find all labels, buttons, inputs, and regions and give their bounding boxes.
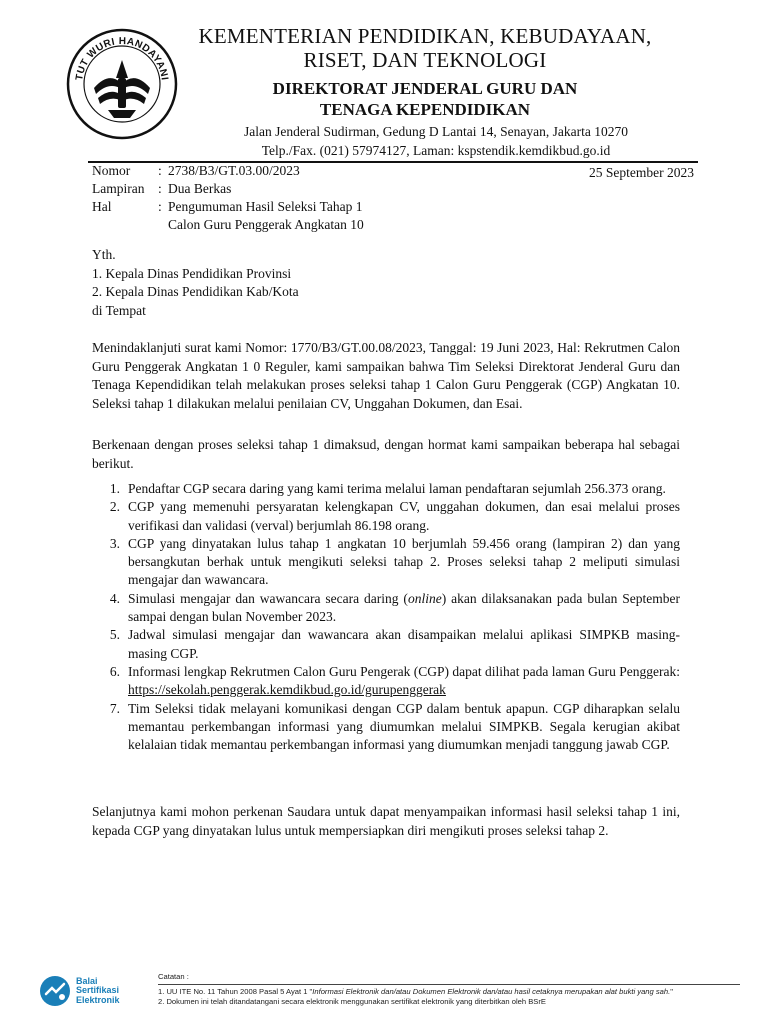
ministry-line-1: KEMENTERIAN PENDIDIKAN, KEBUDAYAAN, — [198, 24, 652, 48]
hal-value-line-2: Calon Guru Penggerak Angkatan 10 — [168, 217, 364, 232]
meta-lampiran — [92, 180, 364, 198]
letter-meta — [92, 162, 364, 234]
hal-value-line-1: Pengumuman Hasil Seleksi Tahap 1 — [168, 199, 363, 214]
list-text: Tim Seleksi tidak melayani komunikasi dengan CGP dalam bentuk apapun. CGP diharapkan selalu memantau perkembangan informasi yang diumumkan melalui SIMPKB. Segala kerugian akibat kelalaian tidak memantau perkembangan informasi yang diumumkan menjadi tanggung jawab CGP. — [128, 700, 680, 753]
bsre-logo — [38, 974, 120, 1008]
meta-hal-cont — [92, 216, 364, 234]
salutation: Yth. — [92, 247, 116, 262]
notes-title: Catatan : — [158, 972, 189, 981]
addressee-line-1: 1. Kepala Dinas Pendidikan Provinsi — [92, 265, 292, 281]
svg-text:TUT WURI HANDAYANI: TUT WURI HANDAYANI — [74, 35, 170, 82]
address-line-1: Jalan Jenderal Sudirman, Gedung D Lantai 14, Senayan, Jakarta 10270 — [244, 124, 628, 139]
guru-penggerak-link[interactable]: https://sekolah.penggerak.kemdikbud.go.id/gurupenggerak — [128, 682, 446, 698]
note-1-suffix: " — [670, 987, 673, 996]
nomor-value: 2738/B3/GT.03.00/2023 — [168, 163, 300, 178]
bsre-name — [76, 977, 120, 1006]
lampiran-value: Dua Berkas — [168, 181, 232, 196]
list-number: 3. — [109, 535, 120, 551]
bsre-line-1: Balai — [76, 975, 98, 986]
list-item — [92, 663, 680, 700]
footer-notes — [158, 972, 740, 1007]
nomor-label: Nomor — [92, 163, 131, 178]
list-item — [92, 480, 680, 498]
list-number: 2. — [109, 499, 120, 515]
meta-separator: : — [158, 199, 162, 214]
hal-label: Hal — [92, 199, 112, 214]
ministry-name — [170, 24, 680, 72]
directorate-line-1: DIREKTORAT JENDERAL GURU DAN — [272, 79, 578, 98]
list-text-part: ) akan dilaksanakan pada bulan September sampai dengan bulan November 2023. — [128, 590, 680, 625]
list-number: 1. — [109, 481, 120, 496]
meta-separator: : — [158, 181, 162, 196]
bsre-line-3: Elektronik — [76, 994, 120, 1005]
note-2: 2. Dokumen ini telah ditandatangani secara elektronik menggunakan sertifikat elektronik yang diterbitkan oleh BSrE — [158, 997, 546, 1006]
directorate-name — [170, 78, 680, 120]
announcement-points — [92, 480, 680, 754]
list-number: 4. — [109, 590, 120, 606]
addressee-place: di Tempat — [92, 302, 146, 318]
letter-date: 25 September 2023 — [589, 165, 694, 180]
body-paragraph-2: Berkenaan dengan proses seleksi tahap 1 dimaksud, dengan hormat kami sampaikan beberapa hal sebagai berikut. — [92, 437, 680, 471]
list-number: 7. — [109, 700, 120, 716]
addressee-block — [92, 246, 299, 320]
list-item — [92, 498, 680, 535]
ministry-line-2: RISET, DAN TEKNOLOGI — [303, 48, 547, 72]
body-paragraph-1: Menindaklanjuti surat kami Nomor: 1770/B3/GT.00.08/2023, Tanggal: 19 Juni 2023, Hal: Rekrutmen Calon Guru Penggerak Angkatan 1 0 Reguler, kami sampaikan bahwa Tim Seleksi Direktorat Jenderal Guru dan Tenaga Kependidikan telah melakukan proses seleksi tahap 1 Calon Guru Penggerak (CGP) Angkatan 10. Seleksi tahap 1 dilakukan melalui penilaian CV, Unggahan Dokumen, dan Esai. — [92, 340, 680, 411]
list-text-part: Informasi lengkap Rekrutmen Calon Guru Pengerak (CGP) dapat dilihat pada laman Guru Penggerak: — [128, 663, 680, 679]
list-text — [128, 590, 680, 627]
list-item — [92, 590, 680, 627]
bsre-emblem-icon — [38, 974, 72, 1008]
bsre-line-2: Sertifikasi — [76, 985, 120, 996]
tut-wuri-handayani-logo — [64, 26, 180, 142]
list-number: 6. — [109, 663, 120, 679]
list-item — [92, 626, 680, 663]
meta-hal — [92, 198, 364, 216]
lampiran-label: Lampiran — [92, 181, 145, 196]
addressee-line-2: 2. Kepala Dinas Pendidikan Kab/Kota — [92, 284, 299, 299]
list-item — [92, 535, 680, 590]
list-text: CGP yang dinyatakan lulus tahap 1 angkatan 10 berjumlah 59.456 orang (lampiran 2) dan yang bersangkutan berhak untuk mengikuti seleksi tahap 2. Proses seleksi tahap 2 meliputi simulasi mengajar dan wawancara. — [128, 535, 680, 588]
directorate-line-2: TENAGA KEPENDIDIKAN — [319, 100, 531, 119]
meta-nomor — [92, 162, 364, 180]
list-item — [92, 700, 680, 755]
list-text — [128, 663, 680, 700]
note-1-quote: Informasi Elektronik dan/atau Dokumen Elektronik dan/atau hasil cetaknya merupakan alat bukti yang sah. — [312, 987, 671, 996]
list-text: Jadwal simulasi mengajar dan wawancara akan disampaikan melalui aplikasi SIMPKB masing-masing CGP. — [128, 627, 680, 661]
list-number: 5. — [109, 627, 120, 643]
address-line-2: Telp./Fax. (021) 57974127, Laman: kspstendik.kemdikbud.go.id — [261, 143, 611, 158]
notes-divider — [158, 984, 740, 985]
list-text-part: Simulasi mengajar dan wawancara secara daring ( — [128, 590, 408, 606]
list-text: Pendaftar CGP secara daring yang kami terima melalui laman pendaftaran sejumlah 256.373 orang. — [128, 481, 666, 496]
meta-separator: : — [158, 163, 162, 178]
online-emphasis: online — [407, 590, 442, 606]
office-address — [186, 122, 686, 160]
list-text: CGP yang memenuhi persyaratan kelengkapan CV, unggahan dokumen, dan esai melalui proses verifikasi dan validasi (verval) berjumlah 86.198 orang. — [128, 499, 680, 533]
note-1 — [158, 987, 740, 997]
body-paragraph-3: Selanjutnya kami mohon perkenan Saudara untuk dapat menyampaikan informasi hasil seleksi tahap 1 ini, kepada CGP yang dinyatakan lulus untuk mempersiapkan diri mengikuti proses seleksi tahap 2. — [92, 804, 680, 838]
note-1-prefix: 1. UU ITE No. 11 Tahun 2008 Pasal 5 Ayat 1 " — [158, 987, 313, 996]
